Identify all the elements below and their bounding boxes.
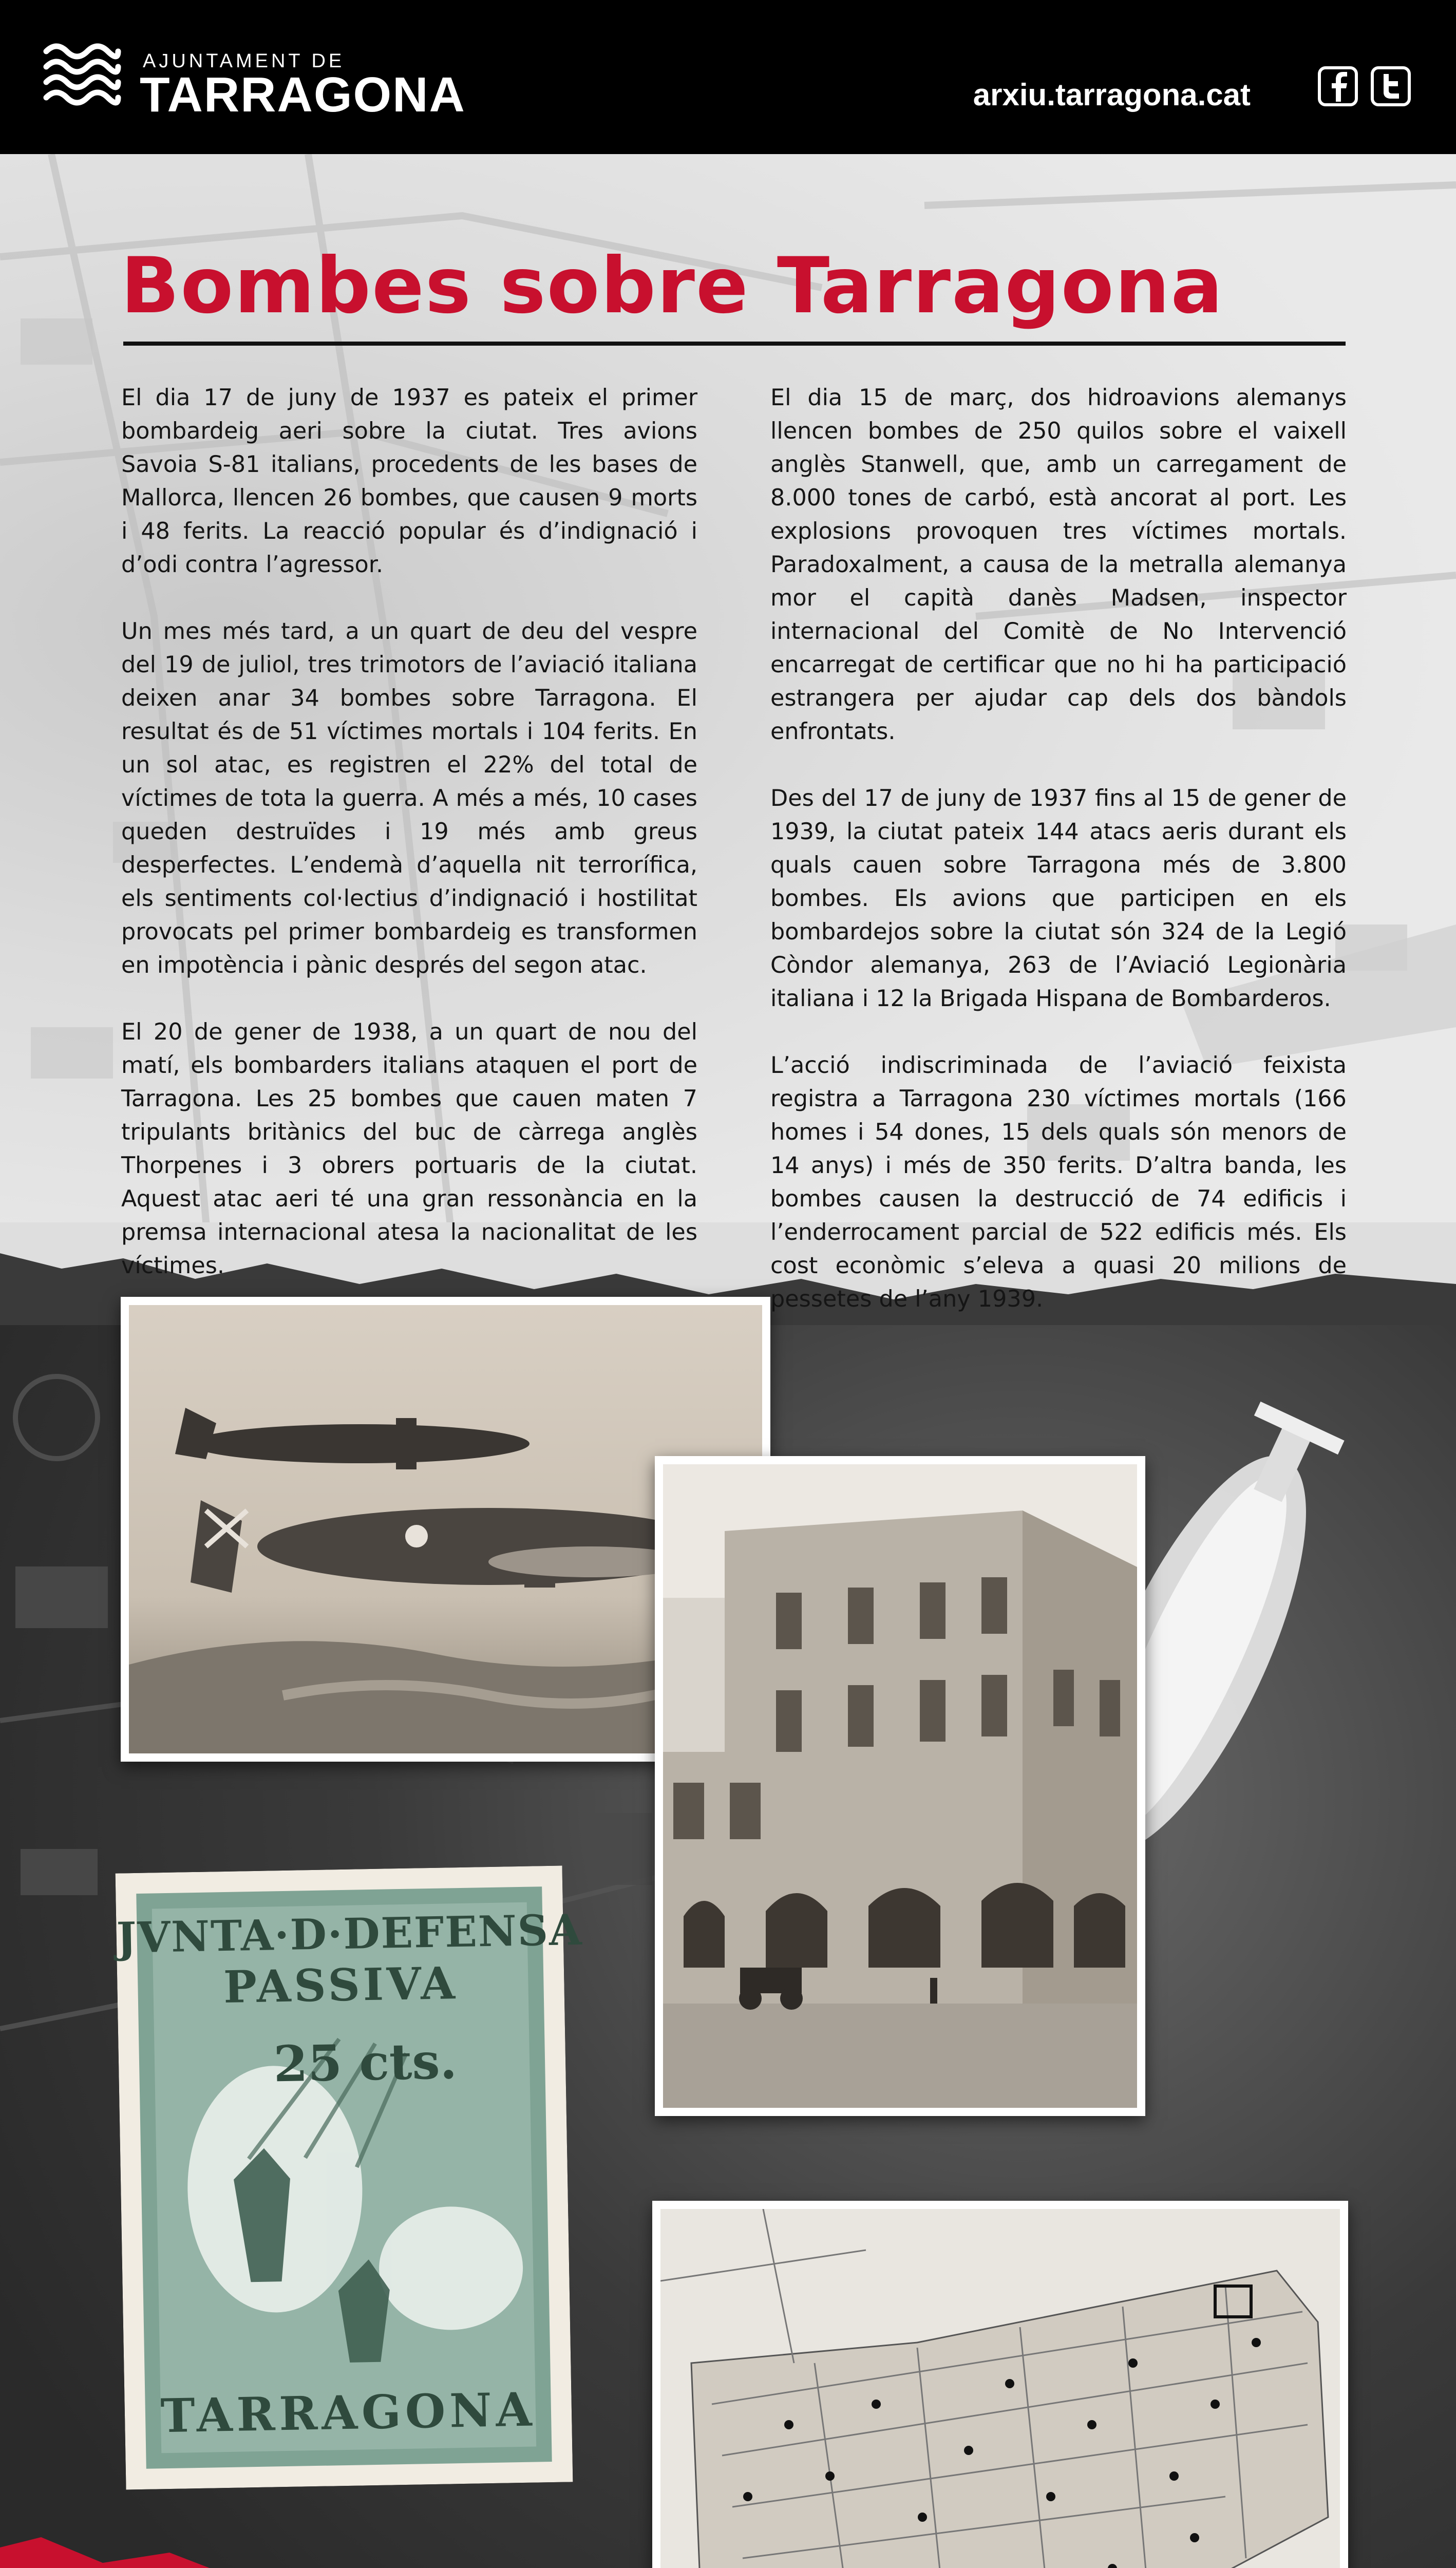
stamp-line-2: PASSIVA [223, 1957, 459, 2014]
title-divider [123, 342, 1346, 346]
paragraph: El dia 15 de març, dos hidroavions alemanys llencen bombes de 250 quilos sobre el vaixell anglès Stanwell, que, amb un carregament de 8.000 tones de carbó, està ancorat al port. Les explosions provoquen tres víctimes mortals. Paradoxalment, a causa de la metralla alemanya mor el capità danès Madsen, inspector internacional del Comitè de No Intervenció encarregat de certificar que no hi ha participació estrangera per ajudar cap dels dos bàndols enfrontats. [770, 385, 1347, 745]
paragraph: Un mes més tard, a un quart de deu del vespre del 19 de juliol, tres trimotors de l’aviació italiana deixen anar 34 bombes sobre Tarragona. El resultat és de 51 víctimes mortals i 104 ferits. En un sol atac, es registren el 22% del total de víctimes de tota la guerra. A més a més, 10 cases queden destruïdes i 19 més amb greus desperfectes. L’endemà d’aquella nit terrorífica, els sentiments col·lectius d’indignació i hostilitat provocats pel primer bombardeig es transformen en impotència i pànic després del segon atac. [121, 618, 697, 978]
logo-title: TARRAGONA [140, 67, 466, 122]
red-torn-band [0, 2506, 1456, 2568]
paragraph: Des del 17 de juny de 1937 fins al 15 de gener de 1939, la ciutat pateix 144 atacs aeris durant els quals cauen sobre Tarragona més de 3.800 bombes. Els avions que participen en els bombardejos sobre la ciutat són 324 de la Legió Còndor alemanya, 263 de l’Aviació Legionària italiana i 12 la Brigada Hispana de Bombarderos. [770, 785, 1347, 1012]
photo-city-building [655, 1456, 1145, 2116]
paragraph: L’acció indiscriminada de l’aviació feixista registra a Tarragona 230 víctimes mortals (166 homes i 54 dones, 15 dels quals són menors de 14 anys) i més de 350 ferits. D’altra banda, les bombes causen la destrucció de 74 edificis i l’enderrocament parcial de 522 edificis més. Els cost econòmic s’eleva a quasi 20 milions de pessetes de l’any 1939. [770, 1052, 1347, 1312]
tarragona-logo-icon[interactable] [41, 36, 123, 118]
stamp-line-1: JVNTA·D·DEFENSA [116, 1905, 583, 1963]
text-column-right [770, 381, 1347, 1349]
facebook-icon[interactable] [1317, 66, 1358, 107]
text-column-left [121, 381, 697, 1316]
header-bar [0, 0, 1456, 154]
stamp-defensa-passiva [116, 1865, 583, 2489]
stamp-value: 25 cts. [273, 2032, 458, 2093]
site-url-link[interactable]: arxiu.tarragona.cat [973, 78, 1251, 112]
paragraph: El 20 de gener de 1938, a un quart de nou del matí, els bombarders italians ataquen el port de Tarragona. Les 25 bombes que cauen maten 7 tripulants britànics del buc de càrrega anglès Thorpenes i 3 obrers portuaris de la ciutat. Aquest atac aeri té una gran ressonància en la premsa internacional atesa la nacionalitat de les víctimes. [121, 1019, 697, 1279]
twitter-icon[interactable] [1370, 66, 1411, 107]
paragraph: El dia 17 de juny de 1937 es pateix el primer bombardeig aeri sobre la ciutat. Tres avions Savoia S-81 italians, procedents de les bases de Mallorca, llencen 26 bombes, que causen 9 morts i 48 ferits. La reacció popular és d’indignació i d’odi contra l’agressor. [121, 385, 697, 578]
stamp-city: TARRAGONA [160, 2382, 537, 2444]
page-title: Bombes sobre Tarragona [121, 241, 1224, 331]
logo-subtitle: AJUNTAMENT DE [143, 50, 345, 72]
